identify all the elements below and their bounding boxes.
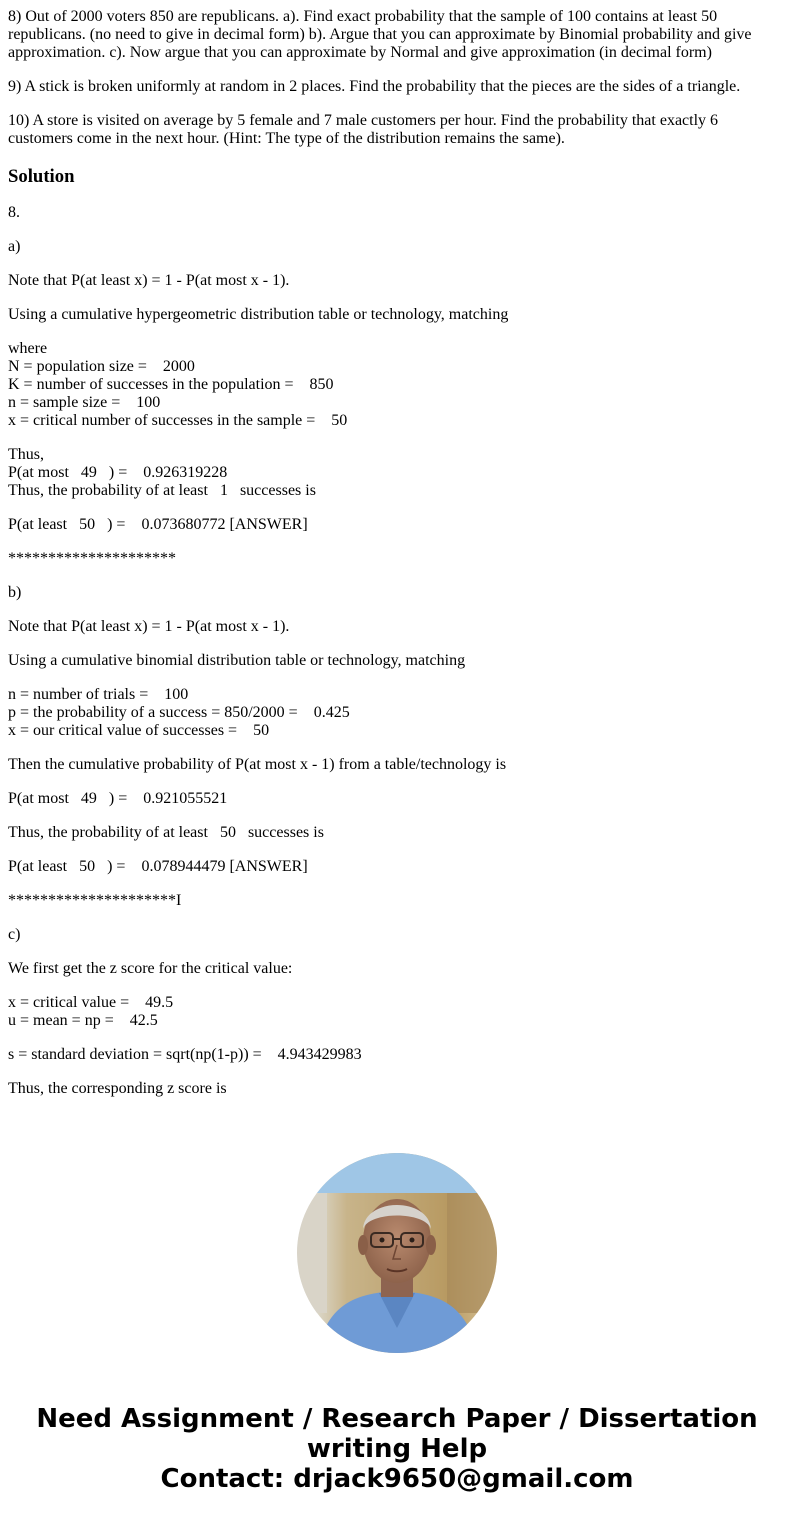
tutor-photo-image [297,1153,497,1353]
part-a-n: n = sample size = 100 [8,394,161,411]
document-body [8,8,786,1122]
part-a-K: K = number of successes in the population = 850 [8,376,334,393]
part-a-N: N = population size = 2000 [8,358,195,375]
solution-number: 8. [8,204,20,221]
part-a-note: Note that P(at least x) = 1 - P(at most x - 1). [8,272,290,289]
part-c-x: x = critical value = 49.5 [8,994,174,1011]
part-a-x: x = critical number of successes in the sample = 50 [8,412,348,429]
part-c-label: c) [8,926,21,943]
part-b-answer: P(at least 50 ) = 0.078944479 [ANSWER] [8,858,308,875]
part-a-stars: ********************* [8,550,176,567]
part-c-thus: Thus, the corresponding z score is [8,1080,227,1097]
part-c-u: u = mean = np = 42.5 [8,1012,158,1029]
part-a-method: Using a cumulative hypergeometric distribution table or technology, matching [8,306,509,323]
part-a-thus: Thus, [8,446,44,463]
part-c-intro: We first get the z score for the critical value: [8,960,293,977]
part-b-x: x = our critical value of successes = 50 [8,722,270,739]
solution-heading: Solution [8,166,75,187]
part-a-thus2: Thus, the probability of at least 1 successes is [8,482,316,499]
part-b-stars: *********************I [8,892,182,909]
part-a-result [8,446,786,500]
part-b-n: n = number of trials = 100 [8,686,189,703]
tutor-photo-avatar [297,1153,497,1353]
question-8: 8) Out of 2000 voters 850 are republicans. a). Find exact probability that the sample of 100 contains at least 50 republicans. (no need to give in decimal form) b). Argue that you can approximate by Binomial probability and give approximation. c). Now argue that you can approximate by Normal and give approximation (in decimal form) [8,8,752,61]
part-b-note: Note that P(at least x) = 1 - P(at most x - 1). [8,618,290,635]
part-a-params [8,340,786,430]
contact-banner-line-2: writing Help [306,1434,488,1464]
part-b-p: p = the probability of a success = 850/2000 = 0.425 [8,704,350,721]
part-a-answer: P(at least 50 ) = 0.073680772 [ANSWER] [8,516,308,533]
question-10: 10) A store is visited on average by 5 female and 7 male customers per hour. Find the probability that exactly 6 customers come in the next hour. (Hint: The type of the distribution remains the same). [8,112,719,147]
part-c-params [8,994,786,1030]
part-b-then: Then the cumulative probability of P(at most x - 1) from a table/technology is [8,756,507,773]
contact-banner-line-1: Need Assignment / Research Paper / Dissertation [36,1404,758,1434]
part-a-label: a) [8,238,21,255]
question-9: 9) A stick is broken uniformly at random in 2 places. Find the probability that the pieces are the sides of a triangle. [8,78,741,95]
part-b-method: Using a cumulative binomial distribution table or technology, matching [8,652,466,669]
contact-banner [0,1404,794,1494]
part-a-where: where [8,340,48,357]
part-a-cumulative: P(at most 49 ) = 0.926319228 [8,464,228,481]
part-b-cumulative: P(at most 49 ) = 0.921055521 [8,790,228,807]
part-b-label: b) [8,584,22,601]
part-c-s: s = standard deviation = sqrt(np(1-p)) = 4.943429983 [8,1046,362,1063]
part-b-thus: Thus, the probability of at least 50 successes is [8,824,324,841]
contact-email[interactable]: Contact: drjack9650@gmail.com [160,1464,634,1494]
part-b-params [8,686,786,740]
